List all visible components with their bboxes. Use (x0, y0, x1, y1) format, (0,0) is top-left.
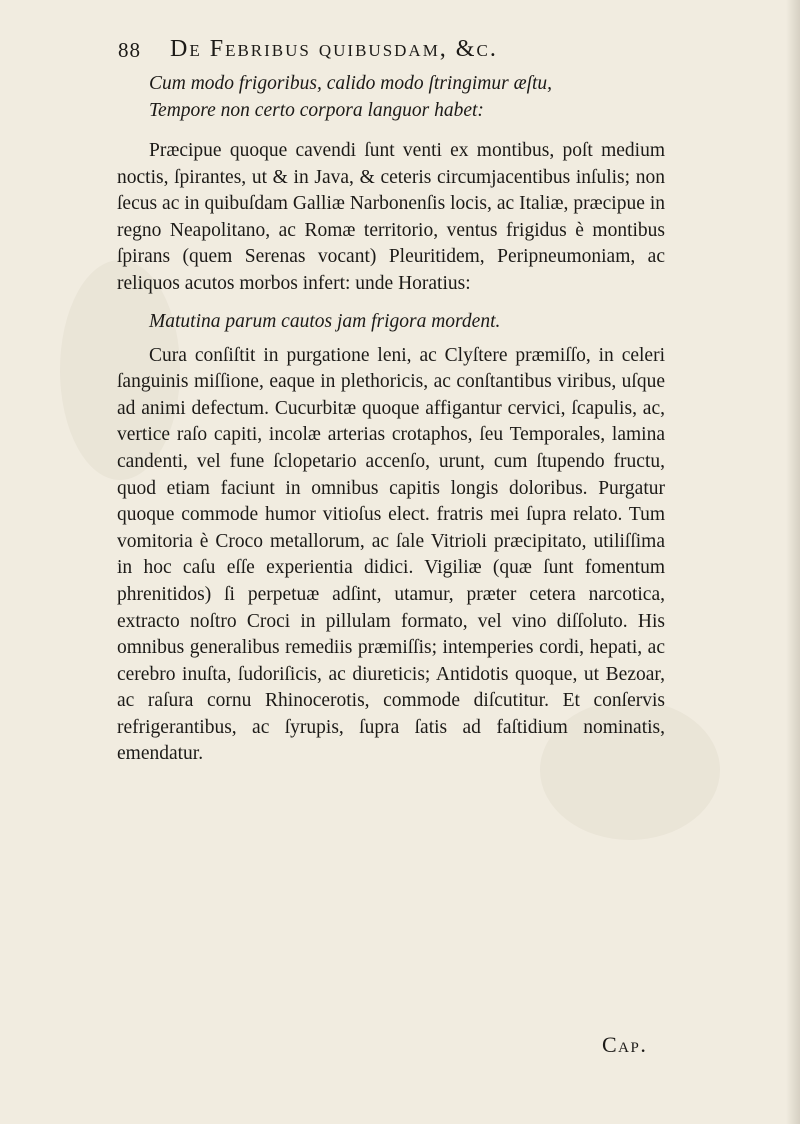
catchword: Cap. (602, 1032, 648, 1057)
verse-block (117, 70, 665, 124)
paragraph: Præcipue quoque cavendi ſunt venti ex montibus, poſt medium noctis, ſpirantes, ut & in Java, & ceteris circumjacentibus inſulis; non ſecus ac in quibuſdam Galliæ Narbonenſis locis, ac Italiæ, præcipue in regno Neapolitano, ac Romæ territorio, ventus frigidus è montibus ſpirans (quem Serenas vocant) Pleuritidem, Peripneumoniam, ac reliquos acutos morbos infert: unde Horatius: (117, 140, 665, 294)
verse-line: Tempore non certo corpora languor habet: (149, 100, 484, 121)
running-head: De Febribus quibusdam, &c. (170, 36, 498, 62)
verse-line: Cum modo frigoribus, calido modo ſtringimur æſtu, (149, 73, 553, 94)
page-number: 88 (118, 38, 141, 62)
paragraph: Cura conſiſtit in purgatione leni, ac Clyſtere præmiſſo, in celeri ſanguinis miſſione, eaque in plethoricis, ac conſtantibus viribus, uſque ad animi defectum. Cucurbitæ quoque affigantur cervici, ſcapulis, ac, vertice raſo capiti, incolæ arterias crotaphos, ſeu Temporales, lamina candenti, vel fune ſclopetario accenſo, urunt, cum ſtupendo fructu, quod etiam faciunt in omnibus capitis longis doloribus. Purgatur quoque commode humor vitioſus elect. fratris mei ſupra relato. Tum vomitoria è Croco metallorum, ac ſale Vitrioli præcipitato, utiliſſima in hoc caſu eſſe experientia didici. Vigiliæ (quæ ſunt fomentum phrenitidos) ſi perpetuæ adſint, utamur, præter cetera narcotica, extracto noſtro Croci in pillulam formato, vel vino diſſoluto. His omnibus generalibus remediis præmiſſis; intemperies cordi, hepati, ac cerebro inuſta, ſudoriſicis, ac diureticis; Antidotis quoque, ut Bezoar, ac raſura cornu Rhinocerotis, commode diſcutitur. Et conſervis refrigerantibus, ac ſyrupis, ſupra ſatis ad faſtidium nominatis, emendatur. (117, 344, 665, 765)
page-edge-shadow (786, 0, 800, 1124)
page-body (117, 70, 665, 768)
page-header (118, 32, 663, 68)
horace-quote: Matutina parum cautos jam frigora mordent. (149, 310, 501, 332)
